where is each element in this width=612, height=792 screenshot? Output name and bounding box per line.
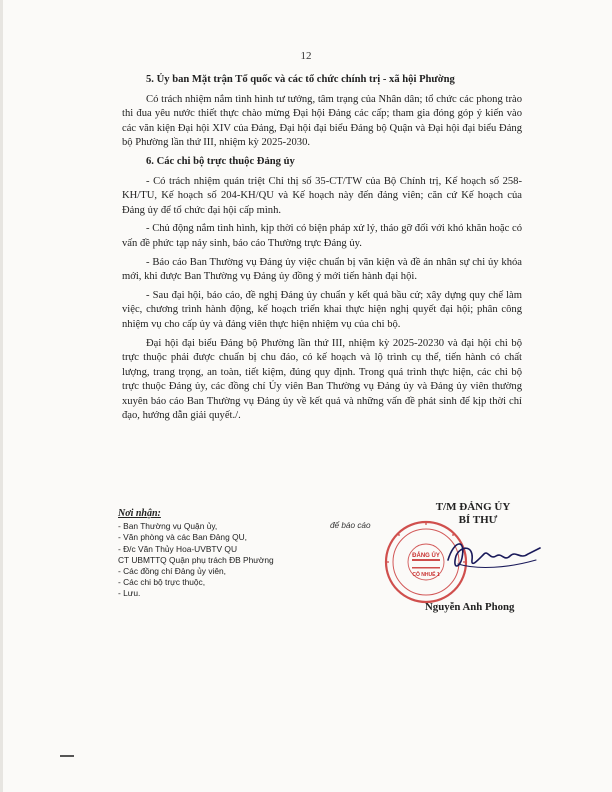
page-number: 12 [300, 50, 312, 62]
section-5-paragraph: Có trách nhiệm nắm tình hình tư tưởng, tâm trạng của Nhân dân; tổ chức các phong trào thi đua yêu nước thiết thực chào mừng Đại hội Đảng các cấp; tham gia đóng góp ý kiến vào các văn kiện Đại hội XIV của Đảng, Đại hội đại biểu Đảng bộ Quận và Đại hội đại biểu Đảng bộ Phường lần thứ III, nhiệm kỳ 2025-2030. [122, 93, 522, 149]
recipients-label: Nơi nhận: [118, 508, 161, 519]
stamp-inner-text: CÔ NHUẾ 1 [412, 572, 440, 578]
section-6-paragraph-4: - Sau đại hội, báo cáo, đề nghị Đảng ủy chuẩn y kết quả bầu cử; xây dựng quy chế làm việc, chương trình hành động, kế hoạch triển khai thực hiện nghị quyết đại hội; phân công nhiệm vụ cho cấp ủy và đảng viên thực hiện nhiệm vụ của chi bộ. [122, 289, 522, 330]
page-edge [0, 0, 3, 792]
recipient-item: - Các chi bộ trực thuộc, [118, 577, 206, 588]
handwritten-signature [418, 530, 548, 580]
section-6-heading: 6. Các chi bộ trực thuộc Đảng ủy [146, 155, 295, 167]
recipient-item: - Ban Thường vụ Quận ủy, [118, 521, 218, 532]
section-6-paragraph-3: - Báo cáo Ban Thường vụ Đảng ủy việc chuẩn bị văn kiện và đề án nhân sự chi ủy khóa mới, khi được Ban Thường vụ Đảng ủy đồng ý mới tiến hành đại hội. [122, 256, 522, 283]
recipient-item: - Lưu. [118, 588, 141, 599]
section-5-heading: 5. Ủy ban Mặt trận Tổ quốc và các tổ chức chính trị - xã hội Phường [146, 74, 455, 85]
recipient-item: CT UBMTTQ Quận phụ trách ĐB Phường [118, 554, 274, 565]
stamp-text: ĐẢNG ỦY [412, 553, 440, 559]
recipient-item: - Văn phòng và các Ban Đảng QU, [118, 532, 247, 543]
signature-subtitle: BÍ THƯ [458, 514, 498, 526]
closing-paragraph: Đại hội đại biểu Đảng bộ Phường lần thứ III, nhiệm kỳ 2025-20230 và đại hội chi bộ trực thuộc phải được chuẩn bị chu đáo, có kế hoạch và lộ trình cụ thể, tiến hành có chất lượng, trang trọng, an toàn, tiết kiệm, đúng quy định. Trong quá trình thực hiện, các chi bộ trực thuộc Đảng ủy, các đồng chí Ủy viên Ban Thường vụ Đảng ủy và Đảng ủy viên thường xuyên báo cáo Ban Thường vụ Đảng ủy về kết quả và những vấn đề phát sinh để kịp thời chỉ đạo, hướng dẫn giải quyết./. [122, 337, 522, 422]
recipient-item: - Các đồng chí Đảng ủy viên, [118, 566, 227, 577]
recipient-item: - Đ/c Văn Thủy Hoa-UVBTV QU [118, 543, 237, 554]
signature-title: T/M ĐẢNG ỦY [435, 501, 511, 513]
bottom-mark [60, 755, 74, 757]
section-6-paragraph-1: - Có trách nhiệm quán triệt Chỉ thị số 35-CT/TW của Bộ Chính trị, Kế hoạch số 258-KH/TU, Kế hoạch số 204-KH/QU và Kế hoạch này đến đảng viên; căn cứ Kế hoạch của Đảng ủy để tổ chức đại hội cấp mình. [122, 175, 522, 216]
document-body [122, 73, 522, 428]
signer-name: Nguyễn Anh Phong [425, 601, 515, 613]
recipients-list [118, 508, 318, 600]
report-note: để báo cáo [330, 521, 371, 530]
section-6-paragraph-2: - Chủ động nắm tình hình, kịp thời có biện pháp xử lý, tháo gỡ đối với khó khăn hoặc có vấn đề phức tạp nảy sinh, báo cáo Thường trực Đảng ủy. [122, 223, 522, 249]
